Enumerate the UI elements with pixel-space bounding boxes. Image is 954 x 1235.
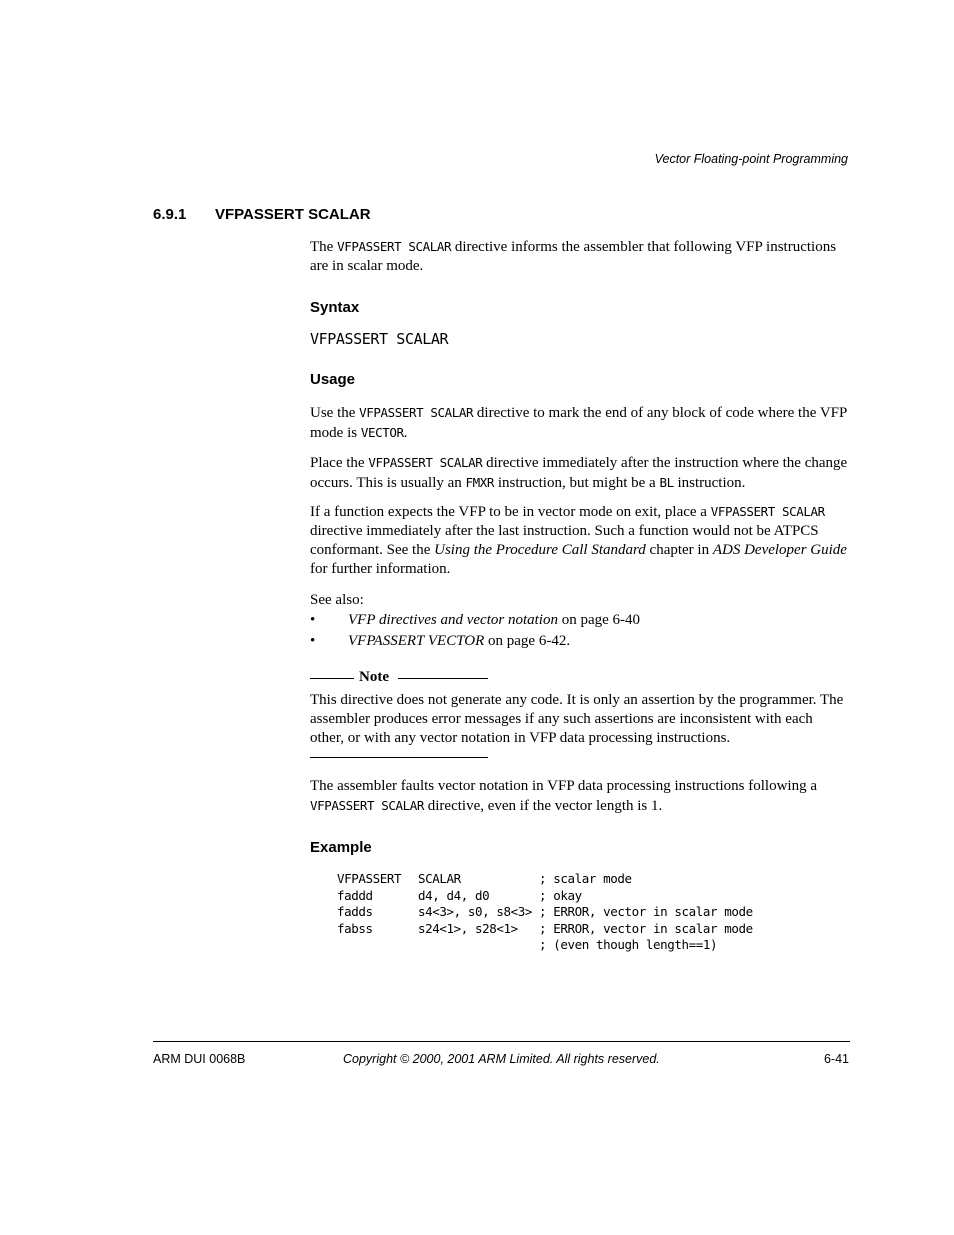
note-label: Note (359, 669, 389, 685)
cross-reference-link[interactable]: VFP directives and vector notation (348, 612, 558, 628)
code-line: ; (even though length==1) (539, 937, 718, 952)
usage-paragraph-1: Use the VFPASSERT SCALAR directive to mark the end of any block of code where the VFP mode is VECTOR. (310, 405, 847, 441)
intro-paragraph: The VFPASSERT SCALAR directive informs the assembler that following VFP instructions are in scalar mode. (310, 239, 837, 274)
see-also-item: • VFP directives and vector notation on page 6-40 (310, 612, 641, 628)
see-also-label: See also: (310, 592, 364, 608)
syntax-heading: Syntax (310, 299, 360, 316)
section-number: 6.9.1 (153, 206, 187, 223)
see-also-item: • VFPASSERT VECTOR on page 6-42. (310, 633, 571, 649)
code-line: fadds s4<3>, s0, s8<3> ; ERROR, vector in scalar mode (337, 904, 753, 919)
inline-code: VFPASSERT SCALAR (710, 504, 825, 519)
note-text: This directive does not generate any code. It is only an assertion by the programmer. The assembler produces error messages if any such assertions are inconsistent with each other, or with any vector notation in VFP data processing instructions. (310, 692, 844, 746)
footer-copyright: Copyright © 2000, 2001 ARM Limited. All rights reserved. (343, 1052, 660, 1066)
inline-code: VFPASSERT SCALAR (310, 798, 425, 813)
footer-page-number: 6-41 (823, 1052, 849, 1066)
example-code-block (337, 871, 753, 954)
footer-rule (153, 1041, 850, 1042)
code-line: VFPASSERT SCALAR ; scalar mode (337, 871, 632, 886)
usage-paragraph-2: Place the VFPASSERT SCALAR directive immediately after the instruction where the change occurs. This is usually an FMXR instruction, but might be a BL instruction. (310, 455, 848, 491)
code-line: fabss s24<1>, s28<1> ; ERROR, vector in scalar mode (337, 920, 753, 936)
section-heading (153, 206, 371, 223)
bullet-icon: • (310, 633, 316, 649)
usage-heading: Usage (310, 371, 356, 388)
note-rule-right (398, 678, 488, 679)
inline-code: VFPASSERT SCALAR (337, 239, 452, 254)
example-heading: Example (310, 839, 372, 856)
inline-code: VFPASSERT SCALAR (368, 455, 483, 470)
inline-code: VFPASSERT SCALAR (359, 405, 474, 420)
note-rule-bottom (310, 757, 488, 758)
section-title: VFPASSERT SCALAR (215, 206, 371, 223)
code-line: faddd d4, d4, d0 ; okay (337, 887, 582, 903)
footer-doc-id: ARM DUI 0068B (153, 1052, 246, 1066)
bullet-icon: • (310, 612, 316, 628)
after-note-paragraph: The assembler faults vector notation in VFP data processing instructions following a VFPASSERT SCALAR directive, even if the vector length is 1. (310, 778, 817, 814)
inline-code: FMXR (465, 475, 495, 490)
inline-code: BL (659, 475, 674, 490)
cross-reference-link[interactable]: VFPASSERT VECTOR (348, 633, 485, 649)
usage-paragraph-3: If a function expects the VFP to be in vector mode on exit, place a VFPASSERT SCALAR directive immediately after the last instruction. Such a function would not be ATPCS conformant. See the Using the Procedure Call Standard chapter in ADS Developer Guide for further information. (310, 504, 847, 577)
syntax-code: VFPASSERT SCALAR (310, 330, 449, 348)
cross-reference: Using the Procedure Call Standard (434, 542, 646, 558)
note-rule-left (310, 678, 354, 679)
running-header: Vector Floating-point Programming (654, 152, 848, 166)
cross-reference: ADS Developer Guide (712, 542, 847, 558)
inline-code: VECTOR (360, 425, 404, 440)
